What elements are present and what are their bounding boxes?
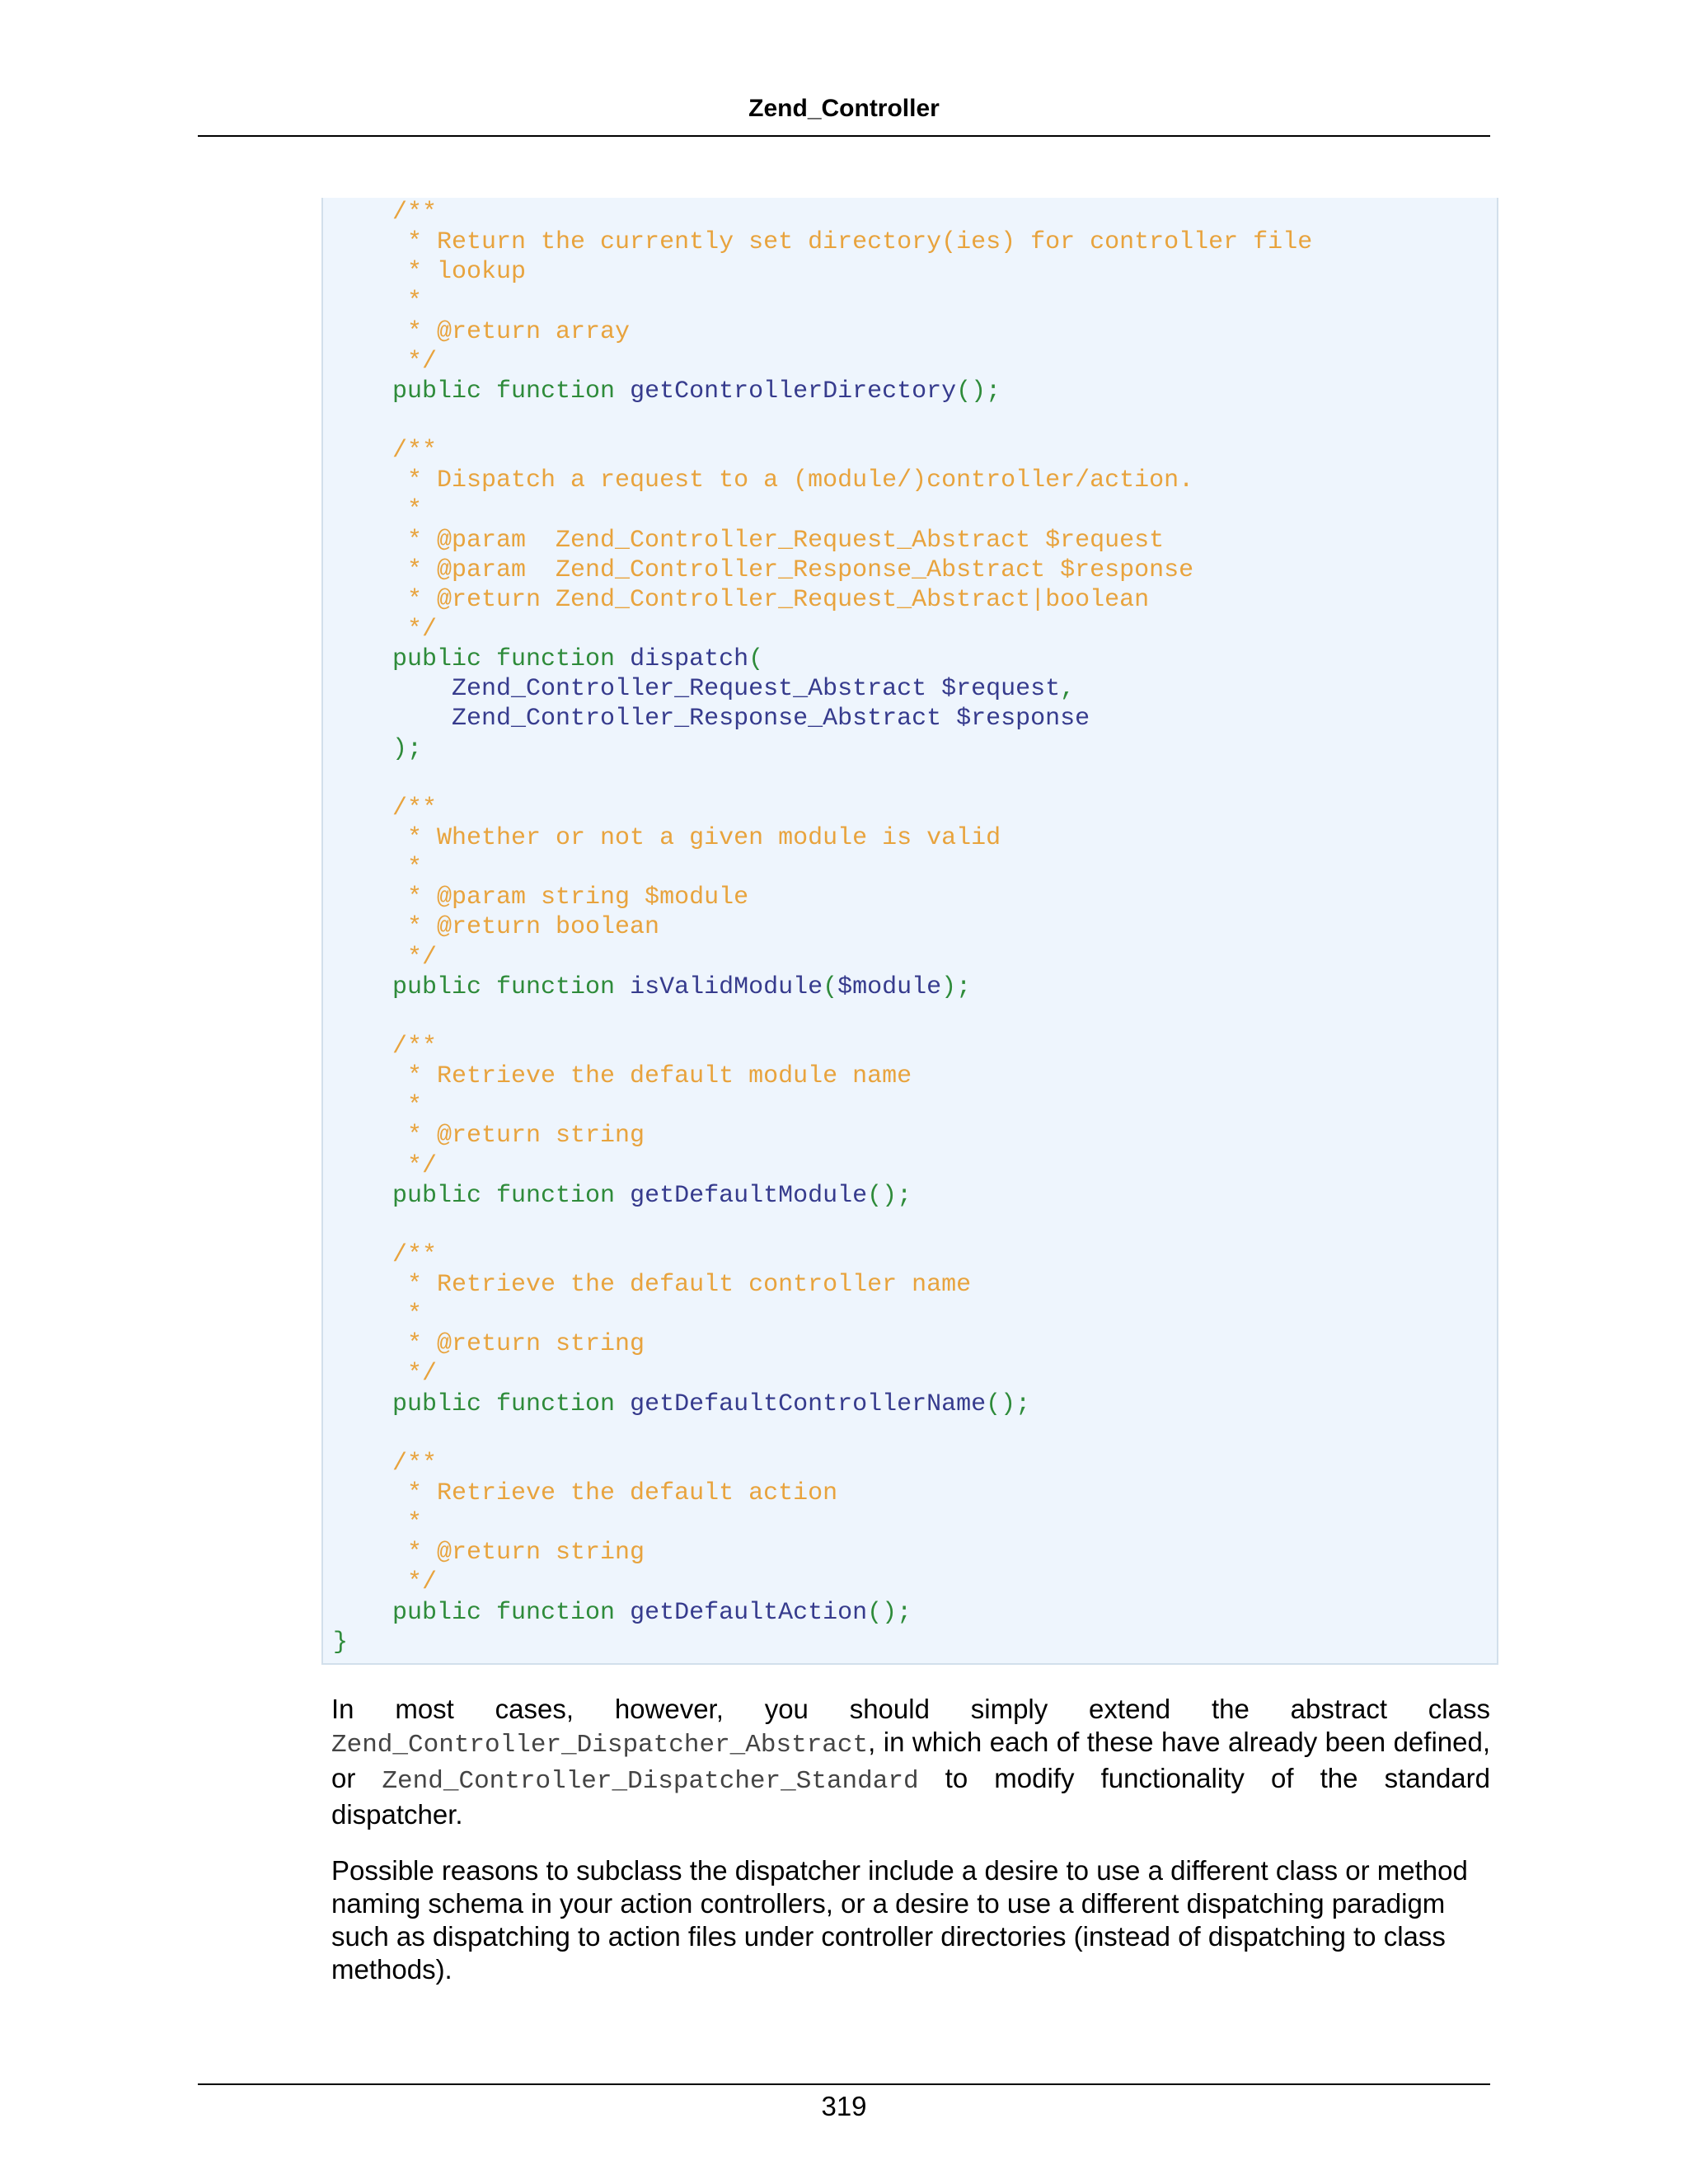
code-line — [333, 1181, 1312, 1211]
code-token-comment: * — [333, 288, 423, 316]
code-token-punct: ); — [333, 734, 423, 763]
code-token-comment: */ — [333, 615, 438, 644]
code-token-comment: * lookup — [333, 258, 527, 287]
code-token-comment: */ — [333, 1151, 438, 1180]
code-token-punct: ); — [941, 972, 972, 1001]
code-token-keyword: public function — [392, 1598, 616, 1627]
code-token-plain — [333, 973, 392, 1001]
code-token-plain — [333, 1599, 392, 1627]
code-token-comment: * @return string — [333, 1122, 645, 1151]
code-token-comment: * @return array — [333, 317, 631, 346]
code-token-plain — [333, 1390, 392, 1418]
code-token-plain — [615, 1182, 630, 1210]
code-line — [333, 1032, 1312, 1062]
code-line — [333, 1538, 1312, 1568]
code-line — [333, 526, 1312, 555]
code-line — [333, 1211, 1312, 1240]
code-line — [333, 1062, 1312, 1091]
code-token-comment: * Return the currently set directory(ies) for controller file — [333, 228, 1313, 257]
code-line — [333, 406, 1312, 436]
code-line — [333, 555, 1312, 585]
code-token-comment: * — [333, 1509, 423, 1538]
code-token-comment: /** — [333, 1240, 438, 1269]
code-token-comment: * @param string $module — [333, 883, 749, 912]
footer-divider — [198, 2083, 1490, 2085]
code-token-comment: /** — [333, 1032, 438, 1061]
code-token-comment: * Whether or not a given module is valid — [333, 823, 1001, 852]
code-line — [333, 1151, 1312, 1181]
code-line — [333, 1390, 1312, 1419]
paragraph-text: , in which each of these have already been defined, or — [331, 1727, 1490, 1793]
code-line — [333, 1091, 1312, 1121]
code-token-keyword: public function — [392, 377, 616, 405]
code-line — [333, 912, 1312, 942]
page-header-title: Zend_Controller — [748, 95, 940, 122]
code-token-comment: * — [333, 1301, 423, 1329]
code-token-comment: * @return string — [333, 1330, 645, 1359]
code-token-comment: * @param Zend_Controller_Response_Abstract $response — [333, 555, 1194, 584]
inline-code-dispatcher-standard: Zend_Controller_Dispatcher_Standard — [382, 1767, 919, 1796]
code-line — [333, 1359, 1312, 1389]
code-token-comment: * @return Zend_Controller_Request_Abstract|boolean — [333, 585, 1150, 614]
code-line — [333, 1270, 1312, 1300]
code-token-var: Zend_Controller_Request_Abstract $request — [452, 675, 1061, 704]
code-token-plain — [333, 1182, 392, 1210]
code-line — [333, 1479, 1312, 1508]
code-token-comment: * Retrieve the default action — [333, 1479, 838, 1508]
code-line — [333, 287, 1312, 316]
code-line — [333, 1002, 1312, 1032]
code-token-comment: * Retrieve the default controller name — [333, 1271, 972, 1300]
code-token-plain — [333, 645, 392, 673]
code-token-plain — [333, 705, 452, 733]
code-token-comment: */ — [333, 1360, 438, 1389]
paragraph-text: to modify functionality of the standard dispatcher. — [331, 1763, 1490, 1830]
code-line — [333, 1329, 1312, 1359]
code-token-func: isValidModule — [630, 972, 823, 1001]
code-line — [333, 1628, 1312, 1657]
code-token-plain — [615, 1390, 630, 1418]
code-token-plain — [615, 645, 630, 673]
code-lines — [333, 198, 1312, 1657]
code-token-func: getControllerDirectory — [630, 377, 957, 405]
code-token-comment: * Retrieve the default module name — [333, 1062, 912, 1091]
code-line — [333, 674, 1312, 704]
code-line — [333, 1598, 1312, 1628]
code-line — [333, 436, 1312, 466]
code-line — [333, 347, 1312, 377]
code-token-punct: ( — [748, 645, 764, 674]
code-line — [333, 495, 1312, 525]
code-token-comment: /** — [333, 1449, 438, 1478]
code-line — [333, 1449, 1312, 1479]
code-token-comment: /** — [333, 199, 438, 227]
code-token-comment: * Dispatch a request to a (module/)controller/action. — [333, 466, 1194, 495]
code-line — [333, 794, 1312, 823]
code-line — [333, 764, 1312, 794]
code-token-plain — [615, 377, 630, 405]
code-line — [333, 466, 1312, 495]
code-line — [333, 1240, 1312, 1270]
code-line — [333, 257, 1312, 287]
code-line — [333, 883, 1312, 912]
code-token-func: getDefaultControllerName — [630, 1390, 987, 1418]
page-number: 319 — [821, 2091, 867, 2121]
paragraph-subclass-reasons: Possible reasons to subclass the dispatcher include a desire to use a different class or method naming schema in your action controllers, or a desire to use a different dispatching paradigm such as dispatching to action files under controller directories (instead of dispatching to class methods). — [331, 1855, 1468, 1985]
code-token-comment: * — [333, 854, 423, 883]
code-token-comment: * — [333, 496, 423, 525]
code-token-keyword: public function — [392, 1390, 616, 1418]
code-token-func: dispatch — [630, 645, 749, 674]
code-line — [333, 823, 1312, 853]
code-line — [333, 853, 1312, 883]
code-token-comment: * @return string — [333, 1539, 645, 1568]
code-token-punct: (); — [956, 377, 1001, 405]
code-token-var: $module — [837, 972, 942, 1001]
code-token-keyword: public function — [392, 1181, 616, 1210]
header-divider — [198, 135, 1490, 137]
code-line — [333, 972, 1312, 1002]
inline-code-dispatcher-abstract: Zend_Controller_Dispatcher_Abstract — [331, 1731, 869, 1760]
code-token-comment: */ — [333, 943, 438, 972]
code-line — [333, 943, 1312, 972]
code-line — [333, 377, 1312, 406]
code-token-plain — [615, 1599, 630, 1627]
code-token-keyword: public function — [392, 972, 616, 1001]
code-line — [333, 1300, 1312, 1329]
code-line — [333, 227, 1312, 257]
code-line — [333, 704, 1312, 733]
code-line — [333, 585, 1312, 615]
code-token-func: getDefaultAction — [630, 1598, 868, 1627]
code-token-plain — [333, 377, 392, 405]
code-token-keyword: public function — [392, 645, 616, 674]
code-line — [333, 615, 1312, 644]
code-token-comment: * @return boolean — [333, 913, 660, 942]
code-line — [333, 644, 1312, 674]
code-line — [333, 1508, 1312, 1538]
code-token-comment: */ — [333, 347, 438, 376]
code-line — [333, 317, 1312, 347]
code-line — [333, 1568, 1312, 1597]
code-token-comment: /** — [333, 794, 438, 823]
code-token-punct: (); — [986, 1390, 1031, 1418]
code-token-punct: , — [1060, 675, 1076, 704]
code-token-plain — [333, 675, 452, 703]
paragraph-dispatcher-extension — [331, 1693, 1490, 1831]
code-line — [333, 734, 1312, 764]
paragraph-text: In most cases, however, you should simply extend the abstract class — [331, 1694, 1490, 1724]
code-line — [333, 1121, 1312, 1151]
code-token-punct: } — [333, 1628, 349, 1657]
code-line — [333, 198, 1312, 227]
code-token-comment: */ — [333, 1568, 438, 1597]
code-token-punct: (); — [867, 1598, 912, 1627]
code-token-var: Zend_Controller_Response_Abstract $response — [452, 705, 1090, 733]
code-token-func: getDefaultModule — [630, 1181, 868, 1210]
code-token-punct: (); — [867, 1181, 912, 1210]
code-token-comment: * — [333, 1092, 423, 1121]
code-listing — [321, 198, 1498, 1665]
code-line — [333, 1419, 1312, 1449]
code-token-comment: /** — [333, 437, 438, 466]
code-token-comment: * @param Zend_Controller_Request_Abstract $request — [333, 526, 1165, 555]
code-token-punct: ( — [823, 972, 838, 1001]
code-token-plain — [615, 973, 630, 1001]
